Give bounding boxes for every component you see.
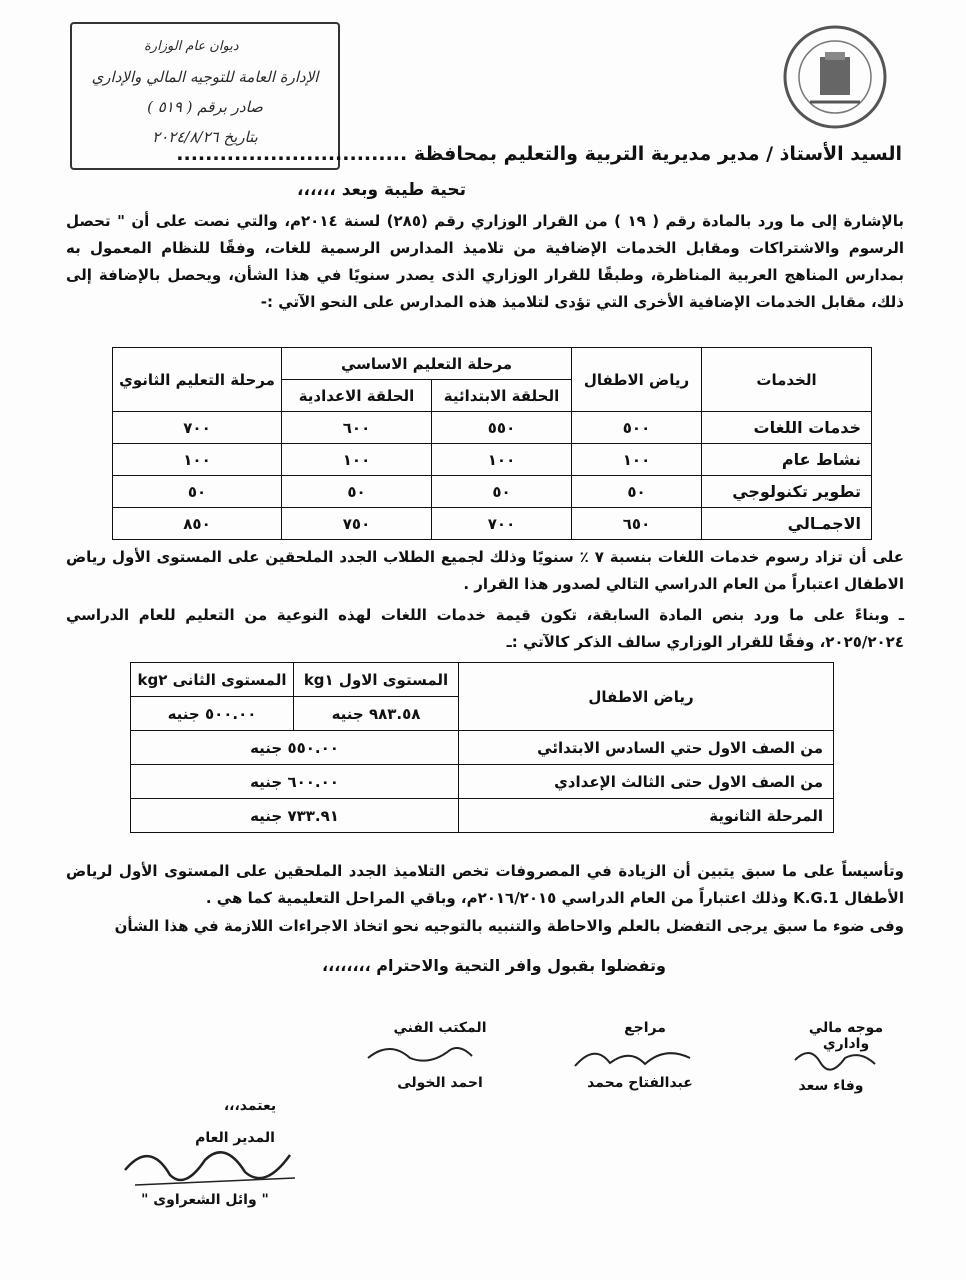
general-manager-title: المدير العام [195, 1130, 275, 1146]
increase-paragraph: على أن تزاد رسوم خدمات اللغات بنسبة ٧ ٪ سنويًا وذلك لجميع الطلاب الجدد الملحقين على المستوى الأول رياض الاطفال اعتباراً من العام الدراسي التالي لصدور هذا القرار . [66, 548, 905, 593]
tech-office-title: المكتب الفني [393, 1020, 487, 1036]
header-basic: مرحلة التعليم الاساسي [282, 348, 572, 380]
row-value: ٥٥٠.٠٠ جنيه [131, 731, 459, 765]
table-row [131, 799, 834, 833]
stamp-line-2: الإدارة العامة للتوجيه المالي والإداري [91, 68, 319, 86]
cell-kg: ٥٠٠ [572, 412, 702, 444]
ministry-logo [770, 22, 900, 132]
services-fees-table [112, 347, 872, 540]
header-secondary: مرحلة التعليم الثانوي [113, 348, 282, 412]
row-label: خدمات اللغات [702, 412, 872, 444]
row-label: الاجمـالي [702, 508, 872, 540]
salutation-text: السيد الأستاذ / مدير مديرية التربية والتعليم بمحافظة [413, 143, 902, 165]
level1-header: المستوى الاول kg١ [294, 663, 459, 697]
cell-secondary: ٥٠ [113, 476, 282, 508]
tech-office-signature [360, 1036, 480, 1072]
salutation [176, 143, 902, 165]
level2-header: المستوى الثانى kg٢ [131, 663, 294, 697]
table-row [113, 476, 872, 508]
based-on-paragraph: ـ وبناءً على ما ورد بنص المادة السابقة، تكون قيمة خدمات اللغات لهذه النوعية من التعليم للعام الدراسي ٢٠٢٥/٢٠٢٤، وفقًا للقرار الوزاري سالف الذكر كالآتي :ـ [66, 606, 904, 651]
row-label: من الصف الاول حتى الثالث الإعدادي [459, 765, 834, 799]
row-label: نشاط عام [702, 444, 872, 476]
cell-secondary: ٧٠٠ [113, 412, 282, 444]
closing-paragraph: وتفضلوا بقبول وافر التحية والاحترام ،،،،،،،، [322, 956, 666, 975]
row-label: تطوير تكنولوجي [702, 476, 872, 508]
cell-secondary: ٨٥٠ [113, 508, 282, 540]
request-paragraph: وفى ضوء ما سبق يرجى التفضل بالعلم والاحاطة والتنبيه بالتوجيه نحو اتخاذ الاجراءات اللازمة في هذا الشأن [114, 917, 904, 935]
header-kindergarten: رياض الاطفال [572, 348, 702, 412]
cell-prep: ١٠٠ [282, 444, 432, 476]
cell-primary: ٧٠٠ [432, 508, 572, 540]
level1-value: ٩٨٣.٥٨ جنيه [294, 697, 459, 731]
reviewer-name: عبدالفتاح محمد [587, 1075, 693, 1091]
header-preparatory: الحلقة الاعدادية [282, 380, 432, 412]
intro-paragraph: بالإشارة إلى ما ورد بالمادة رقم ( ١٩ ) من القرار الوزاري رقم (٢٨٥) لسنة ٢٠١٤م، والتي نصت على أن " تحصل الرسوم والاشتراكات ومقابل الخدمات الإضافية من تلاميذ المدارس الرسمية للغات، وفقًا للنظام المعمول به بمدارس المناهج العربية المناظرة، وطبقًا للقرار الوزاري الذى يصدر سنويًا في هذا الشأن، ويحصل بالإضافة إلى ذلك، مقابل الخدمات الإضافية الأخرى التي تؤدى لتلاميذ هذه المدارس على النحو الآتي :- [66, 212, 904, 311]
cell-kg: ٦٥٠ [572, 508, 702, 540]
header-services: الخدمات [702, 348, 872, 412]
greeting: تحية طيبة وبعد ،،،،،، [297, 180, 466, 200]
row-label: من الصف الاول حتي السادس الابتدائي [459, 731, 834, 765]
reviewer-title: مراجع [624, 1020, 666, 1036]
conclusion-paragraph: وتأسيساً على ما سبق يتبين أن الزيادة في المصروفات تخص التلاميذ الجدد الملحقين على المستوى الأول لرياض الأطفال K.G.1 وذلك اعتباراً من العام الدراسي ٢٠١٦/٢٠١٥م، وباقي المراحل التعليمية كما هي . [66, 862, 904, 907]
salutation-dots: ................................ [176, 143, 408, 165]
cell-kg: ١٠٠ [572, 444, 702, 476]
cell-prep: ٥٠ [282, 476, 432, 508]
table-row [113, 444, 872, 476]
language-fees-table [130, 662, 834, 833]
row-value: ٧٣٣.٩١ جنيه [131, 799, 459, 833]
level2-value: ٥٠٠.٠٠ جنيه [131, 697, 294, 731]
cell-prep: ٧٥٠ [282, 508, 432, 540]
cell-primary: ٥٥٠ [432, 412, 572, 444]
general-manager-name: " وائل الشعراوى " [141, 1192, 269, 1208]
table-row [131, 765, 834, 799]
reviewer-signature [570, 1038, 700, 1074]
stamp-line-3: صادر برقم ( ٥١٩ ) [147, 98, 263, 116]
general-manager-signature [115, 1130, 315, 1200]
row-value: ٦٠٠.٠٠ جنيه [131, 765, 459, 799]
cell-primary: ١٠٠ [432, 444, 572, 476]
header-primary: الحلقة الابتدائية [432, 380, 572, 412]
approval-label: يعتمد،،، [223, 1098, 277, 1114]
kg-label: رياض الاطفال [459, 663, 834, 731]
table-row [131, 731, 834, 765]
table-row [113, 412, 872, 444]
financial-name: وفاء سعد [798, 1078, 864, 1094]
cell-secondary: ١٠٠ [113, 444, 282, 476]
stamp-line-4: بتاريخ ٢٠٢٤/٨/٢٦ [152, 128, 258, 146]
cell-prep: ٦٠٠ [282, 412, 432, 444]
cell-kg: ٥٠ [572, 476, 702, 508]
row-label: المرحلة الثانوية [459, 799, 834, 833]
financial-signature [790, 1040, 890, 1076]
stamp-line-1: ديوان عام الوزارة [144, 39, 239, 54]
tech-office-name: احمد الخولى [397, 1075, 483, 1091]
financial-title: موجه مالي واداري [808, 1020, 884, 1052]
cell-primary: ٥٠ [432, 476, 572, 508]
table-row-total [113, 508, 872, 540]
